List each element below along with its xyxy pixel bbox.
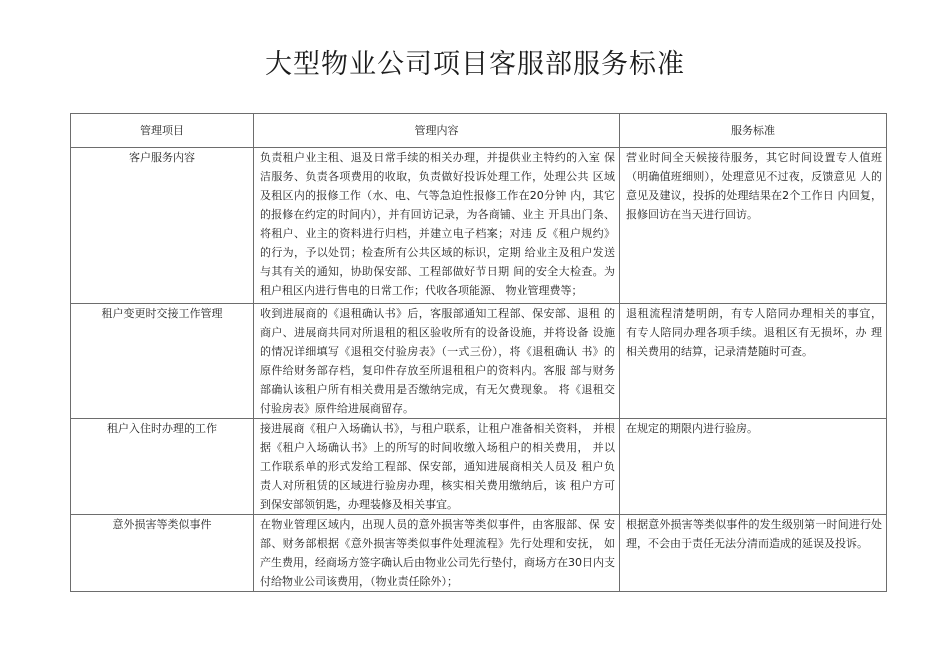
header-management-content: 管理内容	[254, 114, 620, 148]
row-item-name: 租户变更时交接工作管理	[71, 304, 254, 419]
row-service-standard: 在规定的期限内进行验房。	[620, 419, 887, 515]
row-management-content: 收到进展商的《退租确认书》后，客服部通知工程部、保安部、退租 的商户、进展商共同对所退租的租区验收所有的设备设施，并将设备 设施的情况详细填写《退租交付验房表》（一式三份），将《退租确认 书》的原件给财务部存档，复印件存放至所退租租户的资料内。客服 部与财务部确认该租户所有相关费用是否缴纳完成，有无欠费现象。 将《退租交付验房表》原件给进展商留存。	[254, 304, 620, 419]
table-row	[71, 515, 887, 592]
page-title: 大型物业公司项目客服部服务标准	[265, 49, 685, 80]
service-standard-table	[70, 113, 887, 592]
row-service-standard: 根据意外损害等类似事件的发生级别第一时间进行处理，不会由于责任无法分清而造成的延误及投诉。	[620, 515, 887, 592]
row-management-content: 负责租户业主租、退及日常手续的相关办理，并提供业主特约的入室 保洁服务、负责各项费用的收取，负责做好投诉处理工作，处理公共 区域及租区内的报修工作（水、电、气等急迫性报修工作在20分钟 内，其它的报修在约定的时间内），并有回访记录，为各商铺、业主 开具出门条、将租户、业主的资料进行归档，并建立电子档案；对违 反《租户规约》的行为，予以处罚；检查所有公共区域的标识，定期 给业主及租户发送与其有关的通知，协助保安部、工程部做好节日期 间的安全大检查。为租户租区内进行售电的日常工作；代收各项能源、 物业管理费等；	[254, 148, 620, 304]
row-service-standard: 退租流程清楚明朗，有专人陪同办理相关的事宜， 有专人陪同办理各项手续。退租区有无损坏，办 理相关费用的结算，记录清楚随时可查。	[620, 304, 887, 419]
table-row	[71, 419, 887, 515]
table-header-row	[71, 114, 887, 148]
table-row	[71, 148, 887, 304]
table-row	[71, 304, 887, 419]
header-management-item: 管理项目	[71, 114, 254, 148]
row-management-content: 在物业管理区域内，出现人员的意外损害等类似事件，由客服部、保 安部、财务部根据《意外损害等类似事件处理流程》先行处理和安抚， 如产生费用，经商场方签字确认后由物业公司先行垫付，商场方在30日内支付给物业公司该费用，（物业责任除外）；	[254, 515, 620, 592]
row-item-name: 意外损害等类似事件	[71, 515, 254, 592]
header-service-standard: 服务标准	[620, 114, 887, 148]
row-item-name: 客户服务内容	[71, 148, 254, 304]
row-management-content: 接进展商《租户入场确认书》，与租户联系，让租户准备相关资料， 并根据《租户入场确认书》上的所写的时间收缴入场租户的相关费用， 并以工作联系单的形式发给工程部、保安部，通知进展商相关人员及 租户负责人对所租赁的区域进行验房办理，核实相关费用缴纳后，该 租户方可到保安部领钥匙，办理装修及相关事宜。	[254, 419, 620, 515]
row-item-name: 租户入住时办理的工作	[71, 419, 254, 515]
row-service-standard: 营业时间全天候接待服务，其它时间设置专人值班（明确值班细则），处理意见不过夜，反馈意见 人的意见及建议，投拆的处理结果在2个工作日 内回复，报修回访在当天进行回访。	[620, 148, 887, 304]
